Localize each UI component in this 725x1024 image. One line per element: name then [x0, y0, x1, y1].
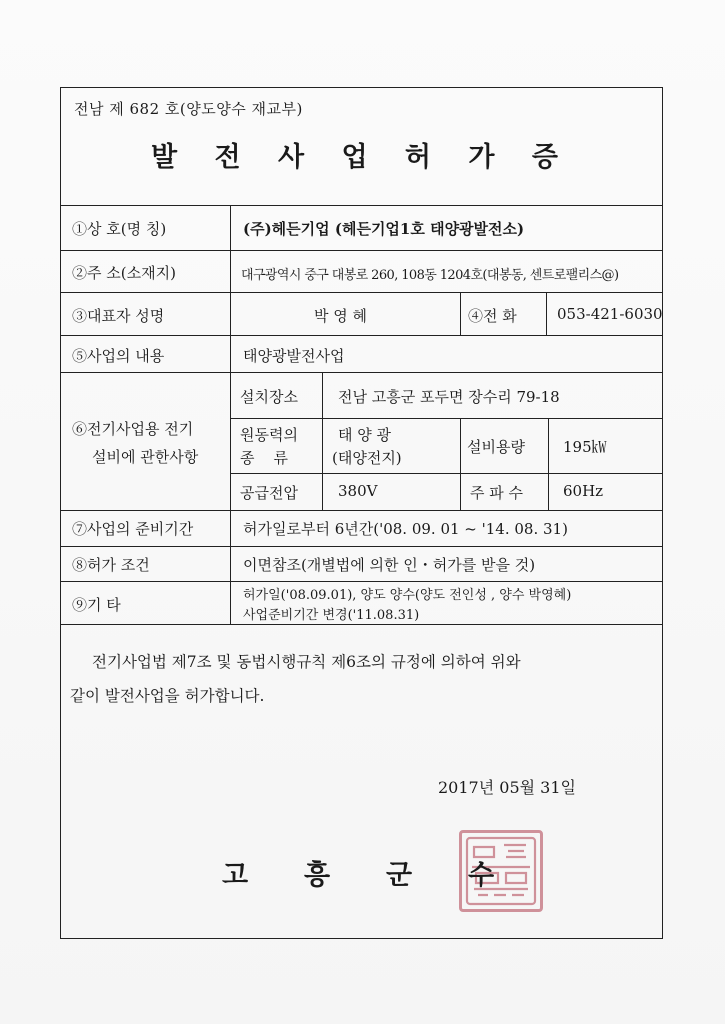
issuer-char: 군 — [386, 860, 413, 891]
column-divider — [546, 292, 547, 335]
divider — [230, 418, 663, 419]
power-type-value: (태양전지) — [332, 449, 402, 467]
divider — [60, 292, 663, 293]
conditions-label: ⑧허가 조건 — [72, 556, 150, 574]
column-divider — [230, 205, 231, 624]
issuer-char: 수 — [468, 860, 495, 891]
permit-statement: 같이 발전사업을 허가합니다. — [70, 687, 265, 705]
preparation-label: ⑦사업의 준비기간 — [72, 520, 194, 538]
business-value: 태양광발전사업 — [243, 347, 345, 365]
column-divider — [548, 418, 549, 510]
issuer-char: 고 — [222, 860, 249, 891]
location-value: 전남 고흥군 포두면 장수리 79-18 — [338, 388, 560, 406]
phone-label: ④전 화 — [468, 307, 517, 325]
column-divider — [460, 292, 461, 335]
capacity-value: 195㎾ — [563, 438, 607, 456]
address-label: ②주 소(소재지) — [72, 264, 176, 282]
conditions-value: 이면참조(개별법에 의한 인・허가를 받을 것) — [243, 556, 536, 574]
other-value: 사업준비기간 변경('11.08.31) — [243, 608, 420, 623]
issuer-name — [222, 853, 550, 892]
company-label: ①상 호(명 칭) — [72, 220, 167, 238]
representative-label: ③대표자 성명 — [72, 307, 165, 325]
other-label: ⑨기 타 — [72, 596, 121, 614]
divider — [60, 581, 663, 582]
other-value: 허가일('08.09.01), 양도 양수(양도 전인성 , 양수 박영혜) — [243, 588, 572, 603]
preparation-value: 허가일로부터 6년간('08. 09. 01 ~ '14. 08. 31) — [243, 520, 568, 538]
representative-value: 박 영 혜 — [314, 307, 368, 325]
permit-statement: 전기사업법 제7조 및 동법시행규칙 제6조의 규정에 의하여 위와 — [92, 653, 521, 671]
business-label: ⑤사업의 내용 — [72, 347, 165, 365]
power-type-label: 종 류 — [240, 449, 289, 467]
divider — [60, 250, 663, 251]
phone-value: 053-421-6030 — [557, 305, 663, 323]
permit-number: 전남 제 682 호(양도양수 재교부) — [74, 100, 303, 118]
company-value: (주)헤든기업 (헤든기업1호 태양광발전소) — [243, 220, 525, 238]
divider — [60, 624, 663, 625]
column-divider — [322, 372, 323, 510]
divider — [230, 473, 663, 474]
divider — [60, 372, 663, 373]
certificate-title: 발 전 사 업 허 가 증 — [151, 142, 572, 173]
power-type-label: 원동력의 — [240, 426, 298, 444]
frequency-label: 주 파 수 — [470, 484, 524, 502]
divider — [60, 546, 663, 547]
power-type-value: 태 양 광 — [338, 426, 392, 444]
frequency-value: 60Hz — [563, 482, 604, 500]
voltage-label: 공급전압 — [240, 484, 298, 502]
facility-label: 설비에 관한사항 — [92, 448, 199, 466]
voltage-value: 380V — [338, 482, 378, 500]
location-label: 설치장소 — [240, 388, 298, 406]
facility-label: ⑥전기사업용 전기 — [72, 420, 194, 438]
capacity-label: 설비용량 — [467, 438, 525, 456]
divider — [60, 205, 663, 206]
issuer-char: 흥 — [304, 860, 331, 891]
certificate-frame — [60, 87, 663, 939]
column-divider — [460, 418, 461, 510]
issue-date: 2017년 05월 31일 — [438, 778, 576, 797]
address-value: 대구광역시 중구 대봉로 260, 108동 1204호(대봉동, 센트로팰리스@) — [241, 268, 619, 283]
divider — [60, 510, 663, 511]
divider — [60, 335, 663, 336]
